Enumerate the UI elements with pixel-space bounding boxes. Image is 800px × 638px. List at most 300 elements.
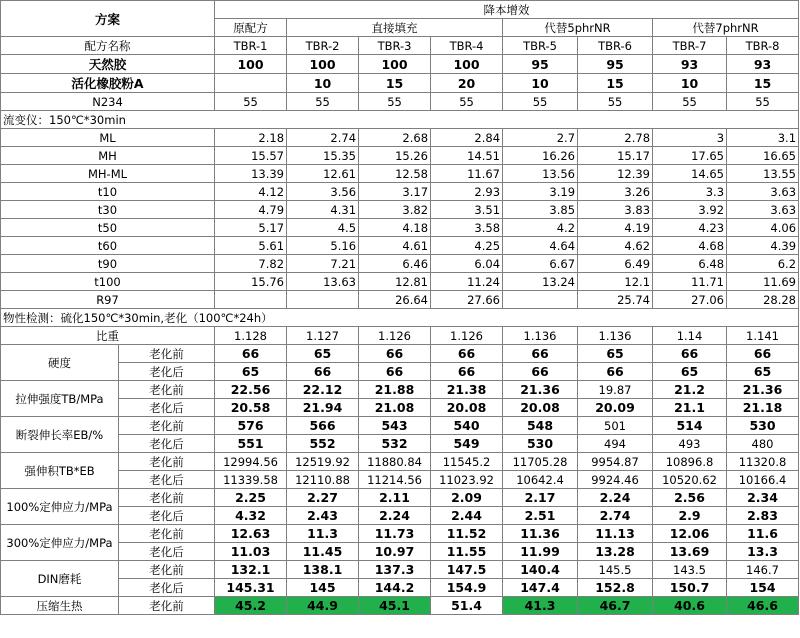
ingredient-value: 15 <box>359 74 431 93</box>
property-value-before: 65 <box>287 345 359 363</box>
property-value-before: 11.73 <box>359 525 431 543</box>
rheo-value: 6.67 <box>503 255 578 273</box>
density-value: 1.141 <box>727 327 799 345</box>
property-value-before: 566 <box>287 417 359 435</box>
ingredient-value: 55 <box>215 93 287 111</box>
rheo-value: 12.61 <box>287 165 359 183</box>
rheo-value: 6.49 <box>578 255 653 273</box>
rheo-value: 15.57 <box>215 147 287 165</box>
property-value-before: 21.2 <box>653 381 727 399</box>
property-row-after <box>1 543 799 561</box>
property-value-before: 9954.87 <box>578 453 653 471</box>
ingredient-value: 20 <box>431 74 503 93</box>
property-value-after: 20.58 <box>215 399 287 417</box>
property-row-after <box>1 399 799 417</box>
rheo-value: 4.25 <box>431 237 503 255</box>
rheo-value: 13.39 <box>215 165 287 183</box>
ingredient-value <box>215 74 287 93</box>
property-value-after: 66 <box>578 363 653 381</box>
property-value-before: 2.34 <box>727 489 799 507</box>
density-name: 比重 <box>1 327 215 345</box>
property-value-after: 66 <box>503 363 578 381</box>
property-value-before: 12.06 <box>653 525 727 543</box>
rheo-param-name: ML <box>1 129 215 147</box>
property-row-before <box>1 489 799 507</box>
ingredient-value: 10 <box>287 74 359 93</box>
property-value-after: 66 <box>359 363 431 381</box>
ingredient-value: 55 <box>727 93 799 111</box>
rheo-param-name: t100 <box>1 273 215 291</box>
property-value-before: 2.56 <box>653 489 727 507</box>
rheo-value: 2.78 <box>578 129 653 147</box>
property-row-after <box>1 471 799 489</box>
property-value-after: 2.43 <box>287 507 359 525</box>
property-value-before: 22.56 <box>215 381 287 399</box>
rheo-section-row <box>1 111 799 129</box>
rheo-value: 4.39 <box>727 237 799 255</box>
property-value-after: 13.28 <box>578 543 653 561</box>
rheo-row <box>1 165 799 183</box>
property-value-before: 576 <box>215 417 287 435</box>
property-value-after: 530 <box>503 435 578 453</box>
effect-header: 降本增效 <box>215 1 799 19</box>
property-value-before: 2.11 <box>359 489 431 507</box>
property-value-after: 10.97 <box>359 543 431 561</box>
property-value-before: 2.09 <box>431 489 503 507</box>
rheo-value: 4.06 <box>727 219 799 237</box>
density-value: 1.127 <box>287 327 359 345</box>
rheo-value: 27.66 <box>431 291 503 309</box>
rheo-param-name: t10 <box>1 183 215 201</box>
heat-value: 45.1 <box>359 597 431 615</box>
formula-name: TBR-3 <box>359 37 431 55</box>
rheo-value: 3.63 <box>727 201 799 219</box>
rheo-row <box>1 219 799 237</box>
property-value-after: 11.55 <box>431 543 503 561</box>
aging-after-label: 老化后 <box>119 435 215 453</box>
aging-before-label: 老化前 <box>119 525 215 543</box>
property-value-before: 548 <box>503 417 578 435</box>
rheo-value: 3.58 <box>431 219 503 237</box>
property-value-after: 11214.56 <box>359 471 431 489</box>
formula-name-label: 配方名称 <box>1 37 215 55</box>
ingredient-row <box>1 74 799 93</box>
rheo-value: 5.61 <box>215 237 287 255</box>
rheo-param-name: t60 <box>1 237 215 255</box>
rheo-value <box>215 291 287 309</box>
property-row-after <box>1 363 799 381</box>
property-value-after: 150.7 <box>653 579 727 597</box>
heat-value: 46.7 <box>578 597 653 615</box>
density-value: 1.126 <box>359 327 431 345</box>
rheo-value: 4.64 <box>503 237 578 255</box>
ingredient-value: 100 <box>215 55 287 74</box>
property-value-before: 143.5 <box>653 561 727 579</box>
rheo-value: 3.19 <box>503 183 578 201</box>
property-value-before: 22.12 <box>287 381 359 399</box>
rheo-value: 2.7 <box>503 129 578 147</box>
group-replace-5phr: 代替5phrNR <box>503 19 653 37</box>
rheo-param-name: MH <box>1 147 215 165</box>
property-value-before: 530 <box>727 417 799 435</box>
property-value-after: 9924.46 <box>578 471 653 489</box>
rheo-value: 3.26 <box>578 183 653 201</box>
ingredient-value: 95 <box>503 55 578 74</box>
property-name: 断裂伸长率EB/% <box>1 417 119 453</box>
ingredient-value: 55 <box>431 93 503 111</box>
rheo-value: 4.2 <box>503 219 578 237</box>
aging-before-label: 老化前 <box>119 381 215 399</box>
aging-before-label: 老化前 <box>119 453 215 471</box>
rheo-value <box>503 291 578 309</box>
property-value-before: 66 <box>359 345 431 363</box>
property-value-before: 66 <box>215 345 287 363</box>
rheo-value: 13.56 <box>503 165 578 183</box>
heat-value: 40.6 <box>653 597 727 615</box>
rheo-param-name: t30 <box>1 201 215 219</box>
rheo-value: 15.26 <box>359 147 431 165</box>
property-value-after: 10642.4 <box>503 471 578 489</box>
rheo-row <box>1 291 799 309</box>
property-value-before: 140.4 <box>503 561 578 579</box>
rheo-value: 3.1 <box>727 129 799 147</box>
ingredient-name: 天然胶 <box>1 55 215 74</box>
ingredient-name: N234 <box>1 93 215 111</box>
property-value-before: 11320.8 <box>727 453 799 471</box>
property-value-after: 2.51 <box>503 507 578 525</box>
rheo-value: 3.85 <box>503 201 578 219</box>
ingredient-value: 55 <box>287 93 359 111</box>
property-row-after <box>1 579 799 597</box>
ingredient-name: 活化橡胶粉A <box>1 74 215 93</box>
rheo-value: 11.69 <box>727 273 799 291</box>
property-value-before: 12994.56 <box>215 453 287 471</box>
property-value-after: 2.24 <box>359 507 431 525</box>
property-value-before: 12.63 <box>215 525 287 543</box>
property-value-after: 145.31 <box>215 579 287 597</box>
rheo-value: 2.18 <box>215 129 287 147</box>
group-original: 原配方 <box>215 19 287 37</box>
property-value-before: 145.5 <box>578 561 653 579</box>
heat-value: 44.9 <box>287 597 359 615</box>
ingredient-value: 100 <box>287 55 359 74</box>
rheo-value: 2.84 <box>431 129 503 147</box>
property-row-before <box>1 453 799 471</box>
property-value-before: 11.36 <box>503 525 578 543</box>
rheo-row <box>1 273 799 291</box>
aging-after-label: 老化后 <box>119 471 215 489</box>
property-value-after: 20.08 <box>503 399 578 417</box>
property-value-after: 11339.58 <box>215 471 287 489</box>
rheo-row <box>1 237 799 255</box>
property-value-after: 2.74 <box>578 507 653 525</box>
density-value: 1.136 <box>503 327 578 345</box>
rheo-row <box>1 255 799 273</box>
rheo-value: 12.58 <box>359 165 431 183</box>
formula-name: TBR-8 <box>727 37 799 55</box>
property-value-before: 146.7 <box>727 561 799 579</box>
property-value-after: 66 <box>287 363 359 381</box>
property-value-after: 551 <box>215 435 287 453</box>
ingredient-row <box>1 93 799 111</box>
heat-value: 51.4 <box>431 597 503 615</box>
rheo-value: 5.17 <box>215 219 287 237</box>
property-value-before: 21.88 <box>359 381 431 399</box>
property-value-after: 65 <box>215 363 287 381</box>
ingredient-value: 93 <box>727 55 799 74</box>
property-value-before: 66 <box>431 345 503 363</box>
rheo-value: 4.68 <box>653 237 727 255</box>
formula-name: TBR-7 <box>653 37 727 55</box>
rheo-value: 4.19 <box>578 219 653 237</box>
property-value-before: 21.38 <box>431 381 503 399</box>
rheo-value: 11.71 <box>653 273 727 291</box>
property-value-before: 540 <box>431 417 503 435</box>
ingredient-value: 15 <box>578 74 653 93</box>
property-value-after: 66 <box>431 363 503 381</box>
aging-after-label: 老化后 <box>119 399 215 417</box>
heat-value: 41.3 <box>503 597 578 615</box>
rheo-value: 3 <box>653 129 727 147</box>
rheo-value: 4.18 <box>359 219 431 237</box>
property-value-after: 13.3 <box>727 543 799 561</box>
aging-before-label: 老化前 <box>119 489 215 507</box>
property-value-before: 138.1 <box>287 561 359 579</box>
rheo-value: 6.46 <box>359 255 431 273</box>
property-value-before: 2.17 <box>503 489 578 507</box>
property-value-after: 21.18 <box>727 399 799 417</box>
property-value-after: 11.03 <box>215 543 287 561</box>
property-name: 硬度 <box>1 345 119 381</box>
heat-name: 压缩生热 <box>1 597 119 615</box>
rheo-value: 11.24 <box>431 273 503 291</box>
property-value-after: 10166.4 <box>727 471 799 489</box>
property-value-before: 66 <box>727 345 799 363</box>
property-value-after: 4.32 <box>215 507 287 525</box>
property-name: 拉伸强度TB/MPa <box>1 381 119 417</box>
ingredient-value: 55 <box>359 93 431 111</box>
property-name: DIN磨耗 <box>1 561 119 597</box>
ingredient-value: 55 <box>503 93 578 111</box>
rheo-value: 4.12 <box>215 183 287 201</box>
property-value-after: 152.8 <box>578 579 653 597</box>
property-value-after: 11.99 <box>503 543 578 561</box>
property-row-before <box>1 561 799 579</box>
rheo-value: 7.82 <box>215 255 287 273</box>
rheo-value: 11.67 <box>431 165 503 183</box>
property-value-before: 19.87 <box>578 381 653 399</box>
heat-row <box>1 597 799 615</box>
rheo-row <box>1 201 799 219</box>
property-value-after: 11.45 <box>287 543 359 561</box>
property-value-after: 2.83 <box>727 507 799 525</box>
property-value-after: 494 <box>578 435 653 453</box>
property-value-after: 21.08 <box>359 399 431 417</box>
property-value-before: 10896.8 <box>653 453 727 471</box>
ingredient-value: 55 <box>578 93 653 111</box>
property-value-before: 514 <box>653 417 727 435</box>
aging-after-label: 老化后 <box>119 507 215 525</box>
property-row-before <box>1 345 799 363</box>
rheo-value: 12.1 <box>578 273 653 291</box>
formula-name: TBR-4 <box>431 37 503 55</box>
property-value-before: 11880.84 <box>359 453 431 471</box>
aging-before-label: 老化前 <box>119 345 215 363</box>
rheo-value: 3.3 <box>653 183 727 201</box>
rheo-value: 13.55 <box>727 165 799 183</box>
group-direct-fill: 直接填充 <box>287 19 503 37</box>
rheo-section-title: 流变仪：150℃*30min <box>1 111 799 129</box>
property-value-after: 154 <box>727 579 799 597</box>
formula-name: TBR-1 <box>215 37 287 55</box>
property-value-before: 2.25 <box>215 489 287 507</box>
ingredient-value: 10 <box>503 74 578 93</box>
rheo-param-name: MH-ML <box>1 165 215 183</box>
rheo-row <box>1 183 799 201</box>
formula-name: TBR-6 <box>578 37 653 55</box>
property-value-after: 144.2 <box>359 579 431 597</box>
property-value-before: 21.36 <box>727 381 799 399</box>
rheo-value: 4.5 <box>287 219 359 237</box>
rheo-value <box>287 291 359 309</box>
property-value-after: 21.94 <box>287 399 359 417</box>
aging-after-label: 老化后 <box>119 543 215 561</box>
rheo-value: 26.64 <box>359 291 431 309</box>
property-value-before: 12519.92 <box>287 453 359 471</box>
property-value-before: 21.36 <box>503 381 578 399</box>
property-name: 100%定伸应力/MPa <box>1 489 119 525</box>
rheo-value: 27.06 <box>653 291 727 309</box>
rheo-value: 6.2 <box>727 255 799 273</box>
density-value: 1.128 <box>215 327 287 345</box>
phys-section-row <box>1 309 799 327</box>
heat-value: 46.6 <box>727 597 799 615</box>
property-value-before: 65 <box>578 345 653 363</box>
property-value-before: 147.5 <box>431 561 503 579</box>
property-value-before: 2.27 <box>287 489 359 507</box>
formula-name: TBR-2 <box>287 37 359 55</box>
rheo-value: 4.23 <box>653 219 727 237</box>
property-value-after: 10520.62 <box>653 471 727 489</box>
rheo-value: 14.51 <box>431 147 503 165</box>
phys-section-title: 物性检测：硫化150℃*30min,老化（100℃*24h） <box>1 309 799 327</box>
density-row <box>1 327 799 345</box>
property-row-before <box>1 381 799 399</box>
rheo-value: 15.35 <box>287 147 359 165</box>
rheo-value: 16.65 <box>727 147 799 165</box>
rheo-value: 3.63 <box>727 183 799 201</box>
heat-value: 45.2 <box>215 597 287 615</box>
rheo-value: 12.39 <box>578 165 653 183</box>
property-value-after: 13.69 <box>653 543 727 561</box>
rheo-row <box>1 147 799 165</box>
rheo-value: 12.81 <box>359 273 431 291</box>
property-value-after: 65 <box>653 363 727 381</box>
property-value-after: 480 <box>727 435 799 453</box>
rheo-value: 3.56 <box>287 183 359 201</box>
density-value: 1.136 <box>578 327 653 345</box>
rheo-value: 4.79 <box>215 201 287 219</box>
rheo-value: 2.93 <box>431 183 503 201</box>
property-row-after <box>1 435 799 453</box>
aging-before-label: 老化前 <box>119 597 215 615</box>
property-value-after: 20.08 <box>431 399 503 417</box>
property-value-after: 154.9 <box>431 579 503 597</box>
property-value-before: 132.1 <box>215 561 287 579</box>
property-value-after: 147.4 <box>503 579 578 597</box>
formula-name-row <box>1 37 799 55</box>
property-value-after: 493 <box>653 435 727 453</box>
rheo-value: 3.17 <box>359 183 431 201</box>
rheo-value: 5.16 <box>287 237 359 255</box>
property-value-before: 11.52 <box>431 525 503 543</box>
rheo-value: 2.68 <box>359 129 431 147</box>
rheo-param-name: t90 <box>1 255 215 273</box>
rheo-value: 4.62 <box>578 237 653 255</box>
ingredient-value: 93 <box>653 55 727 74</box>
rheo-param-name: R97 <box>1 291 215 309</box>
property-value-after: 532 <box>359 435 431 453</box>
density-value: 1.14 <box>653 327 727 345</box>
property-value-before: 11.13 <box>578 525 653 543</box>
property-value-before: 11545.2 <box>431 453 503 471</box>
ingredient-value: 55 <box>653 93 727 111</box>
property-value-after: 2.9 <box>653 507 727 525</box>
rheo-value: 25.74 <box>578 291 653 309</box>
property-value-after: 21.1 <box>653 399 727 417</box>
rheo-value: 14.65 <box>653 165 727 183</box>
aging-before-label: 老化前 <box>119 417 215 435</box>
scheme-header: 方案 <box>1 1 215 37</box>
property-value-before: 66 <box>653 345 727 363</box>
rheo-value: 6.04 <box>431 255 503 273</box>
rheo-value: 4.31 <box>287 201 359 219</box>
rheo-value: 16.26 <box>503 147 578 165</box>
rheo-value: 17.65 <box>653 147 727 165</box>
rheo-param-name: t50 <box>1 219 215 237</box>
property-value-before: 66 <box>503 345 578 363</box>
rheo-value: 3.82 <box>359 201 431 219</box>
property-value-after: 549 <box>431 435 503 453</box>
property-value-after: 12110.88 <box>287 471 359 489</box>
property-value-after: 552 <box>287 435 359 453</box>
property-value-after: 2.44 <box>431 507 503 525</box>
property-row-after <box>1 507 799 525</box>
aging-before-label: 老化前 <box>119 561 215 579</box>
rheo-value: 15.76 <box>215 273 287 291</box>
property-row-before <box>1 525 799 543</box>
property-value-after: 65 <box>727 363 799 381</box>
property-value-after: 145 <box>287 579 359 597</box>
rheo-value: 6.48 <box>653 255 727 273</box>
rheo-value: 2.74 <box>287 129 359 147</box>
property-value-before: 11.6 <box>727 525 799 543</box>
ingredient-value: 100 <box>431 55 503 74</box>
density-value: 1.126 <box>431 327 503 345</box>
property-value-after: 20.09 <box>578 399 653 417</box>
rheo-value: 3.83 <box>578 201 653 219</box>
rheo-row <box>1 129 799 147</box>
ingredient-row <box>1 55 799 74</box>
property-value-before: 501 <box>578 417 653 435</box>
rheo-value: 3.51 <box>431 201 503 219</box>
property-name: 300%定伸应力/MPa <box>1 525 119 561</box>
group-replace-7phr: 代替7phrNR <box>653 19 799 37</box>
ingredient-value: 15 <box>727 74 799 93</box>
aging-after-label: 老化后 <box>119 363 215 381</box>
rheo-value: 15.17 <box>578 147 653 165</box>
ingredient-value: 95 <box>578 55 653 74</box>
